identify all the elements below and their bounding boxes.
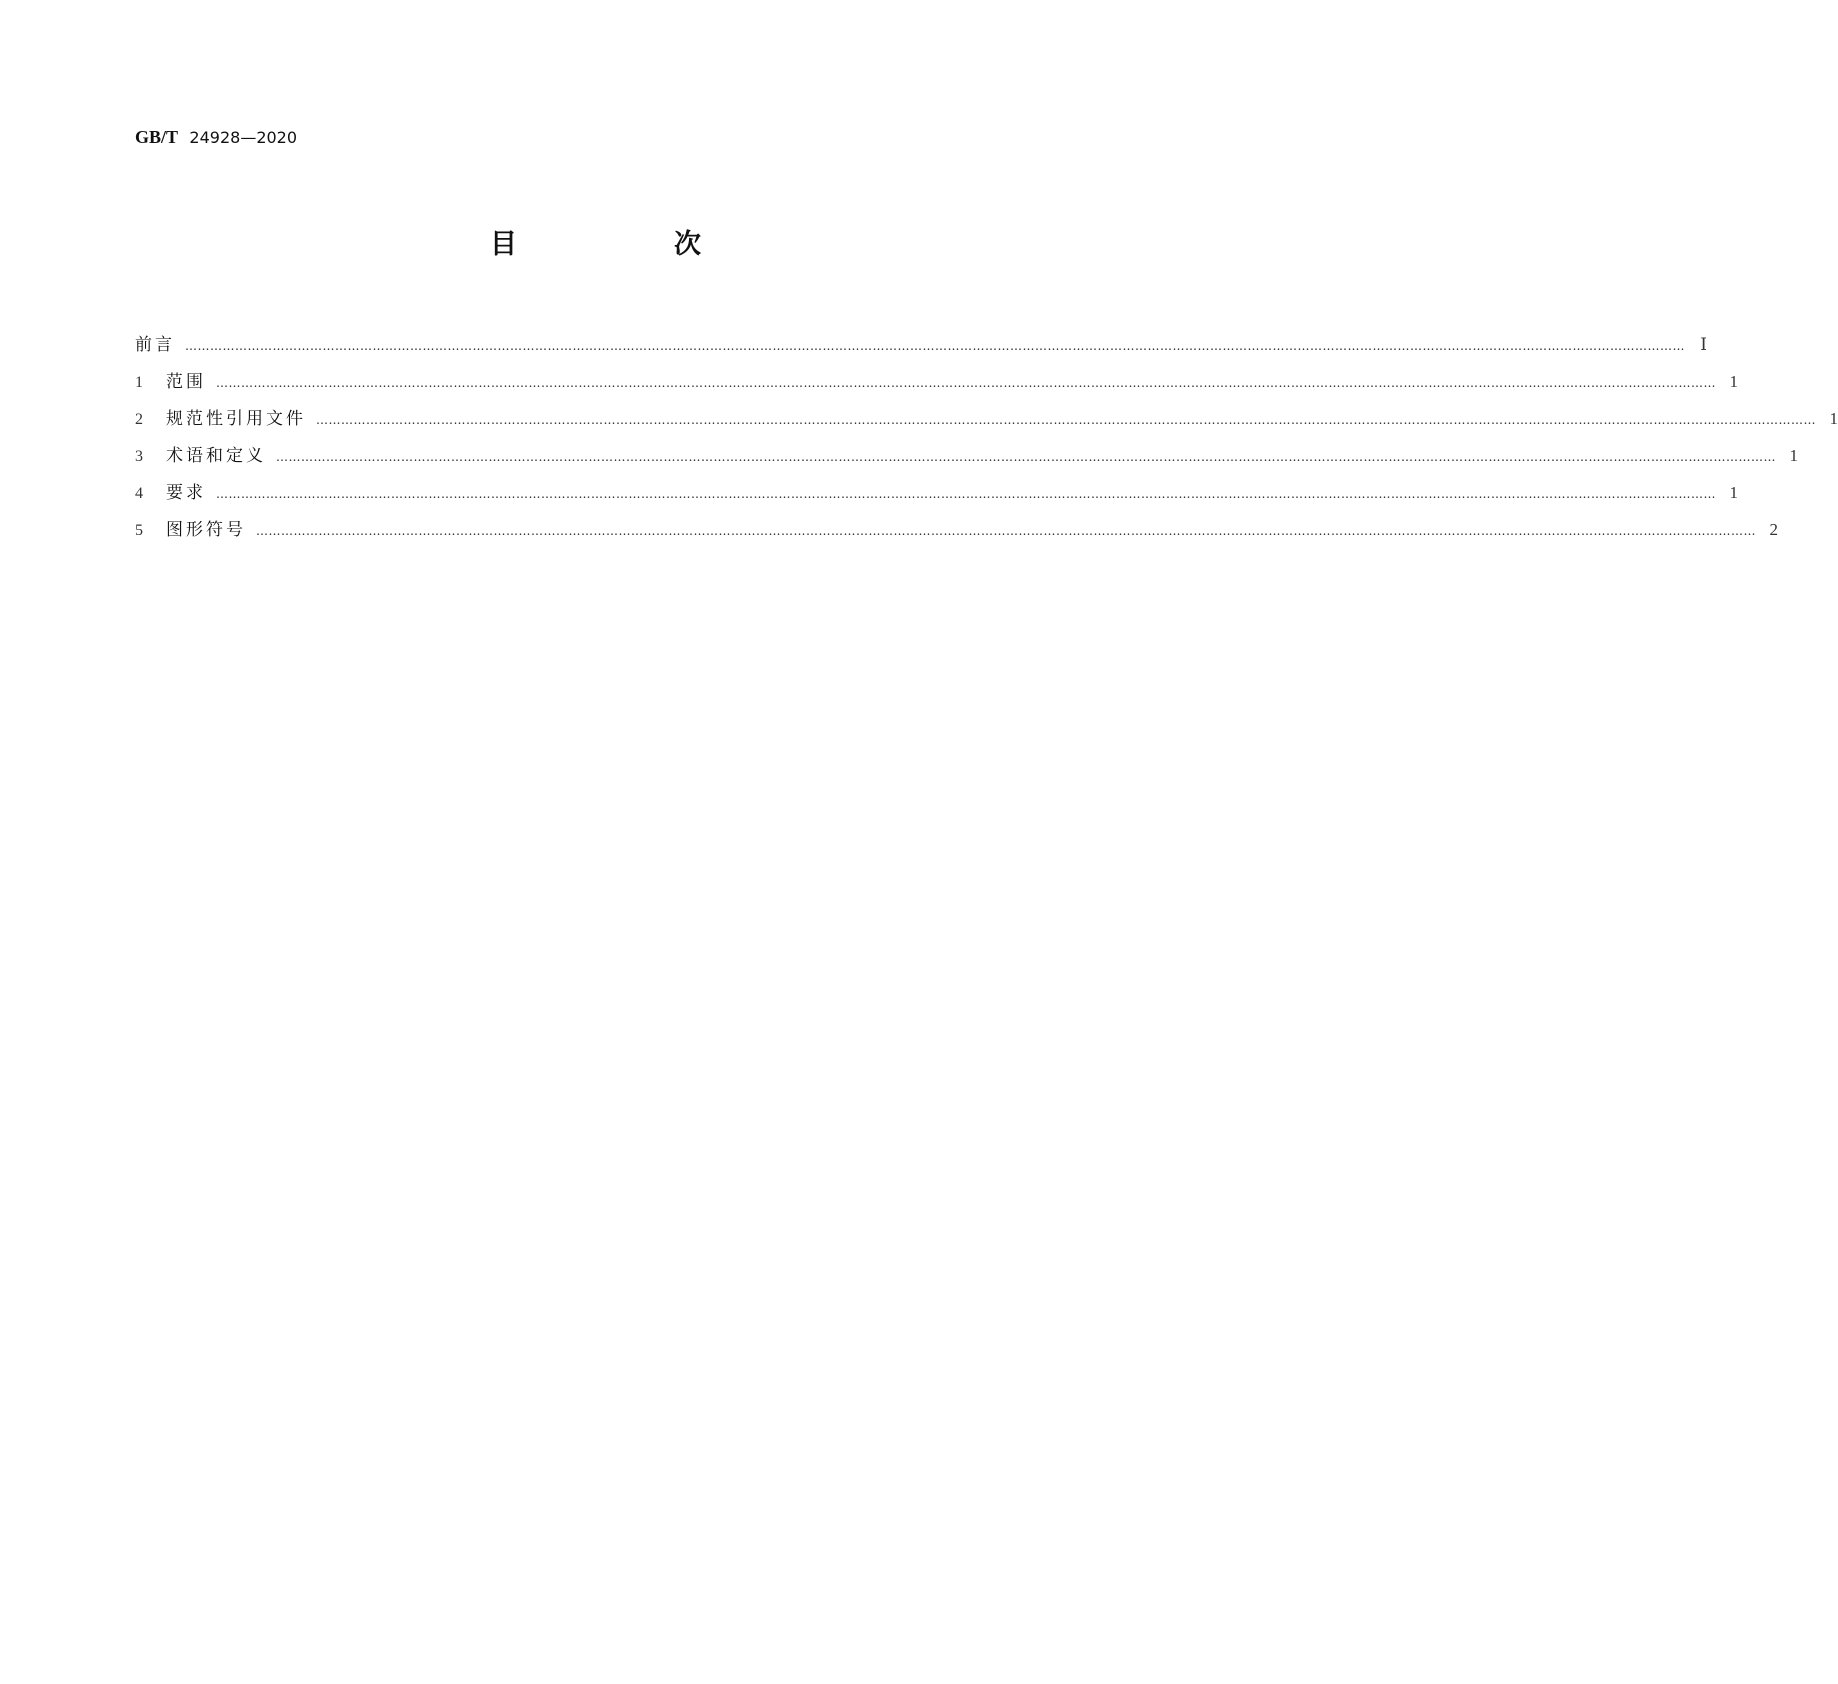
- toc-leader-dots: ………………………………………………………………………………………………………………………………………………………………………………………………………………………………………………………………………………………………………………………………: [316, 413, 1816, 427]
- toc-entry-label: 要求: [166, 483, 206, 503]
- standard-number: [135, 127, 297, 148]
- toc-entry-graphical-symbols[interactable]: [135, 511, 1778, 548]
- toc-leader-dots: ………………………………………………………………………………………………………………………………………………………………………………………………………………………………………………………………………………………………………………………………: [185, 339, 1685, 353]
- toc-entry-number: 3: [135, 448, 143, 465]
- toc-entry-label: 图形符号: [166, 520, 246, 540]
- toc-entry-page: 1: [1789, 446, 1798, 465]
- toc-entry-number: 4: [135, 485, 143, 502]
- toc-title: 目 次: [490, 229, 766, 260]
- toc-leader-dots: ………………………………………………………………………………………………………………………………………………………………………………………………………………………………………………………………………………………………………………………………: [256, 524, 1756, 538]
- toc-entry-requirements[interactable]: [135, 474, 1738, 511]
- standard-year-number: 24928—2020: [189, 128, 298, 147]
- standard-code: GB/T: [135, 127, 179, 147]
- toc-entry-label: 术语和定义: [166, 446, 266, 466]
- toc-entry-number: 1: [135, 374, 143, 391]
- toc-entry-number: 2: [135, 411, 143, 428]
- toc-leader-dots: ………………………………………………………………………………………………………………………………………………………………………………………………………………………………………………………………………………………………………………………………: [276, 450, 1776, 464]
- toc-entry-page: 2: [1769, 520, 1778, 539]
- toc-entry-page: 1: [1729, 372, 1738, 391]
- toc-entry-label: 规范性引用文件: [166, 409, 306, 429]
- toc-entry-page: Ⅰ: [1700, 335, 1707, 354]
- toc-entry-page: 1: [1829, 409, 1838, 428]
- toc-entry-normative-references[interactable]: [135, 400, 1838, 437]
- toc-entry-scope[interactable]: [135, 363, 1738, 400]
- toc-entry-terms-definitions[interactable]: [135, 437, 1798, 474]
- toc-leader-dots: ………………………………………………………………………………………………………………………………………………………………………………………………………………………………………………………………………………………………………………………………: [216, 487, 1716, 501]
- toc-leader-dots: ………………………………………………………………………………………………………………………………………………………………………………………………………………………………………………………………………………………………………………………………: [216, 376, 1716, 390]
- toc-entry-label: 范围: [166, 372, 206, 392]
- table-of-contents: [135, 326, 1838, 548]
- toc-entry-label: 前言: [135, 335, 175, 355]
- toc-entry-page: 1: [1729, 483, 1738, 502]
- toc-entry-foreword[interactable]: [135, 326, 1707, 363]
- toc-entry-number: 5: [135, 522, 143, 539]
